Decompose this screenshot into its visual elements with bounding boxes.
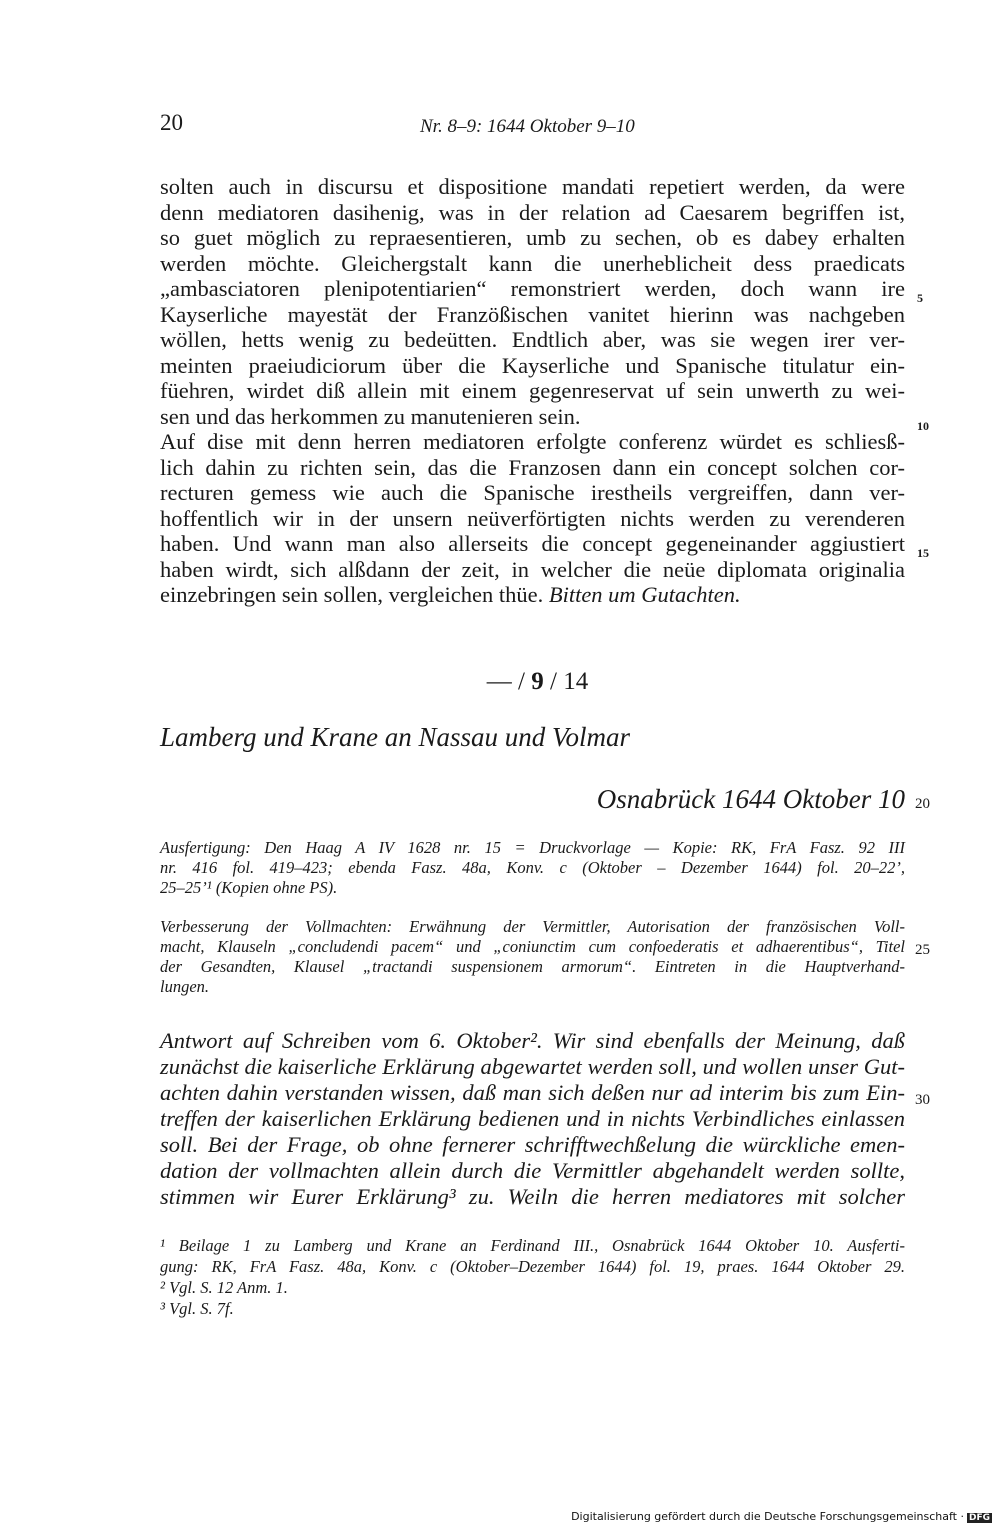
page-number: 20 — [160, 110, 183, 135]
line-number: 25 — [915, 942, 930, 958]
body-line: wöllen, hetts wenig zu bedeütten. Endtlich aber, was sie wegen irer ver- — [160, 327, 905, 352]
letter-line: stimmen wir Eurer Erklärung³ zu. Weiln die herren mediatores mit solcher — [160, 1184, 905, 1209]
line-number: 30 — [915, 1092, 930, 1108]
body-line: recturen gemess wie auch die Spanische irestheils vergreiffen, dann ver- — [160, 480, 905, 505]
source-note-line: 25–25’¹ (Kopien ohne PS). — [160, 878, 338, 897]
document-place-date: Osnabrück 1644 Oktober 10 — [596, 784, 905, 814]
body-line: lich dahin zu richten sein, das die Franzosen dann ein concept solchen cor- — [160, 454, 905, 480]
source-note-line: nr. 416 fol. 419–423; ebenda Fasz. 48a, Konv. c (Oktober – Dezember 1644) fol. 20–22’, — [160, 858, 905, 877]
digitization-footer — [571, 1510, 992, 1523]
letter-line: Antwort auf Schreiben vom 6. Oktober². Wir sind ebenfalls der Meinung, daß — [160, 1028, 905, 1053]
line-number: 20 — [915, 796, 930, 812]
body-line: haben wirdt, sich alßdann der zeit, in welcher die neüe diplomata originalia — [160, 556, 905, 582]
body-text: einzebringen sein sollen, vergleichen thüe. — [160, 582, 549, 607]
body-line-last — [160, 582, 905, 608]
body-line: haben. Und wann man also allerseits die concept gegeneinander aggiustiert — [160, 531, 905, 556]
letter-line: treffen der kaiserlichen Erklärung bedienen und in nichts Verbindliches einlassen — [160, 1106, 905, 1131]
body-line: Auf dise mit denn herren mediatoren erfolgte conferenz würdet es schliesß- — [160, 429, 905, 454]
footer-text: Digitalisierung gefördert durch die Deutsche Forschungsgemeinschaft · — [571, 1510, 964, 1523]
body-line: „ambasciatoren plenipotentiarien“ remonstriert werden, doch wann ire — [160, 276, 905, 301]
body-line: hoffentlich wir in der unsern neüverförtigten nichts werden zu verenderen — [160, 505, 905, 531]
summary-line: der Gesandten, Klausel „tractandi suspensionem armorum“. Eintreten in die Hauptverhand- — [160, 957, 905, 976]
body-line: denn mediatoren dasihenig, was in der relation ad Caesarem begriffen ist, — [160, 199, 905, 225]
summary-line: macht, Klauseln „concludendi pacem“ und „coniunctim cum confoederatis et adhaerentibus“, Titel — [160, 937, 905, 956]
letter-line: soll. Bei der Frage, ob ohne fernerer schrifftwechßelung die würckliche emen- — [160, 1132, 905, 1157]
body-line: Kayserliche mayestät der Franzößischen vanitet hierinn was nachgeben — [160, 301, 905, 327]
line-number: 10 — [917, 419, 929, 433]
body-line: sen und das herkommen zu manutenieren sein. — [160, 403, 581, 429]
body-line: meinten praeiudiciorum über die Kayserliche und Spanische titulatur ein- — [160, 352, 905, 378]
dfg-logo: DFG — [968, 1513, 990, 1523]
document-title: Lamberg und Krane an Nassau und Volmar — [160, 722, 631, 752]
body-line: so guet möglich zu repraesentieren, umb zu sechen, ob es dabey erhalten — [160, 225, 905, 250]
document-number — [0, 668, 1000, 696]
letter-line: dation der vollmachten allein durch die Vermittler abgehandelt werden sollte, — [160, 1158, 905, 1183]
doc-number-main: 9 — [531, 668, 544, 695]
footnote-line: ² Vgl. S. 12 Anm. 1. — [160, 1278, 288, 1297]
line-number: 15 — [917, 546, 929, 560]
footnote-line: ¹ Beilage 1 zu Lamberg und Krane an Ferdinand III., Osnabrück 1644 Oktober 10. Ausferti- — [160, 1236, 905, 1255]
body-line: füehren, wirdet diß allein mit einem gegenreservat uf sein unwerth zu wei- — [160, 378, 905, 403]
doc-number-suffix: / 14 — [543, 668, 589, 695]
letter-line: zunächst die kaiserliche Erklärung abgewartet werden soll, und wollen unser Gut- — [160, 1054, 905, 1079]
line-number: 5 — [917, 291, 923, 305]
letter-line: achten dahin verstanden wissen, daß man sich deßen nur ad interim bis zum Ein- — [160, 1080, 905, 1105]
footnote-line: ³ Vgl. S. 7f. — [160, 1299, 234, 1318]
running-head: Nr. 8–9: 1644 Oktober 9–10 — [420, 116, 635, 137]
source-note-line: Ausfertigung: Den Haag A IV 1628 nr. 15 = Druckvorlage — Kopie: RK, FrA Fasz. 92 III — [160, 838, 905, 857]
body-italic-note: Bitten um Gutachten. — [548, 582, 741, 607]
footnote-line: gung: RK, FrA Fasz. 48a, Konv. c (Oktober–Dezember 1644) fol. 19, praes. 1644 Oktober 29. — [160, 1257, 905, 1276]
summary-line: lungen. — [160, 977, 210, 996]
summary-line: Verbesserung der Vollmachten: Erwähnung der Vermittler, Autorisation der französischen Voll- — [160, 917, 905, 936]
body-line: werden möchte. Gleichergstalt kann die unerheblicheit dess praedicats — [160, 250, 905, 276]
body-line: solten auch in discursu et dispositione mandati repetiert werden, da were — [160, 174, 905, 199]
doc-number-prefix: — / — [486, 668, 532, 695]
